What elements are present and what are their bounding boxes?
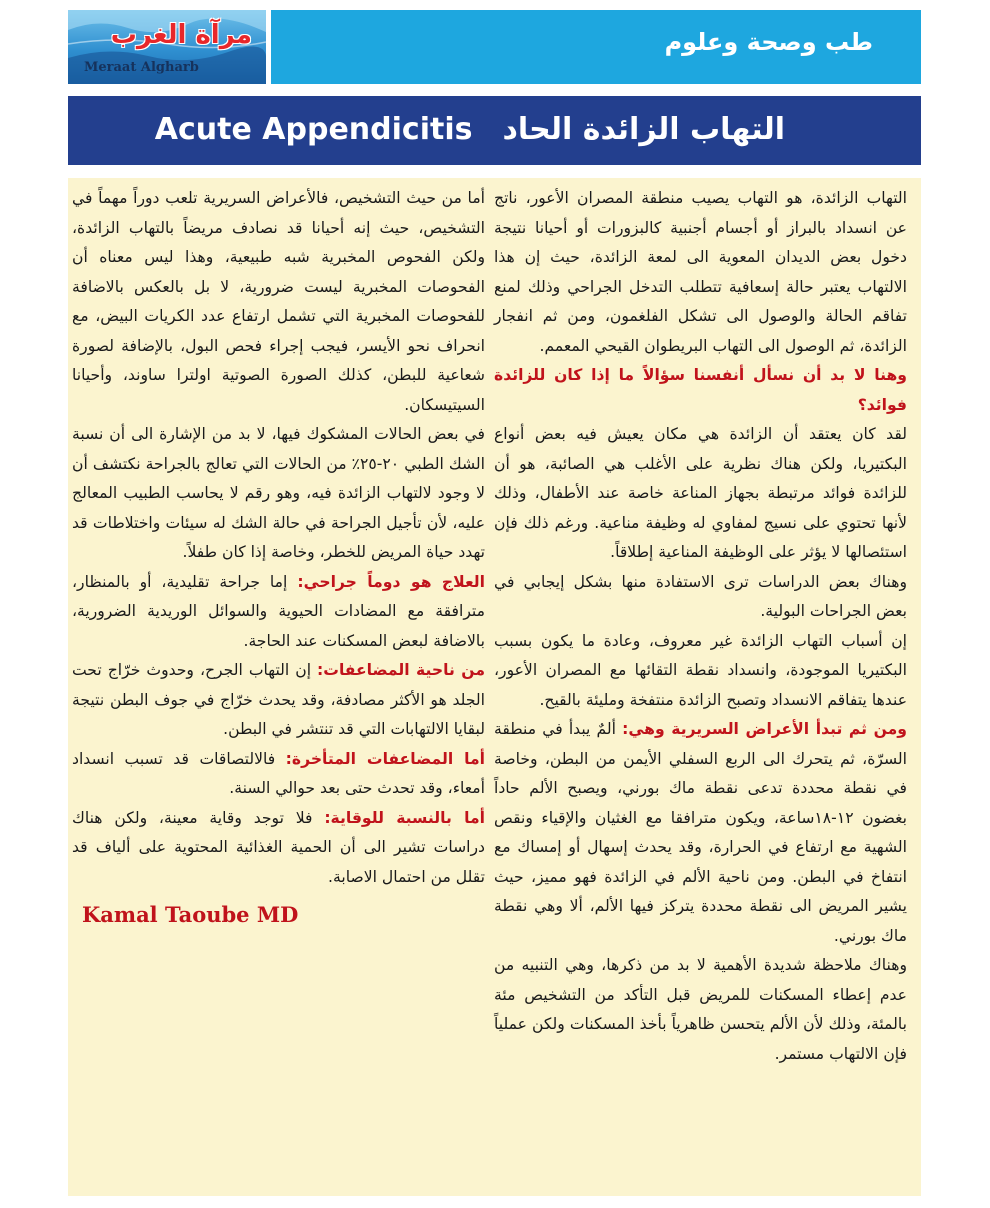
logo-latin-text: Meraat Algharb	[84, 60, 199, 75]
late-complications-text: فالالتصاقات قد تسبب انسداد أمعاء، وقد تحدث حتى بعد حوالي السنة.	[72, 749, 485, 797]
author-signature: Kamal Taoube MD	[82, 902, 299, 927]
late-complications-heading: أما المضاعفات المتأخرة:	[285, 749, 485, 768]
column-left	[72, 184, 485, 930]
complications-heading: من ناحية المضاعفات:	[317, 661, 485, 679]
complications-text: إن التهاب الجرح، وحدوث خرّاج تحت الجلد هو الأكثر مصادفة، وقد يحدث خرّاج في جوف البطن نتيجة لبقايا الالتهابات التي قد تنتشر في البطن.	[72, 661, 485, 738]
page	[68, 10, 921, 1196]
column-right	[494, 184, 907, 1069]
paragraph-intro: التهاب الزائدة، هو التهاب يصيب منطقة المصران الأعور، ناتج عن انسداد بالبراز أو أجسام أجنبية كالبزورات أو أحيانا نتيجة دخول بعض الديدان المعوية الى لمعة الزائدة، حيث إن هذا الالتهاب يعتبر حالة إسعافية تتطلب التدخل الجراحي وذلك لمنع تفاقم الحالة والوصول الى تشكل الفلغمون، ومن ثم انفجار الزائدة، ثم الوصول الى التهاب البريطوان القيحي المعمم.	[494, 189, 907, 355]
logo	[68, 10, 266, 84]
paragraph-prevention	[72, 804, 485, 893]
title-arabic: التهاب الزائدة الحاد	[502, 112, 785, 147]
title-english: Acute Appendicitis	[154, 112, 473, 147]
paragraph-diagnosis: أما من حيث التشخيص، فالأعراض السريرية تلعب دوراً مهماً في التشخيص، حيث إنه أحيانا قد نصادف مريضاً بالتهاب الزائدة، ولكن الفحوص المخبرية شبه طبيعية، وهذا ليس معناه أن الفحوصات المخبرية ليست ضرورية، لا بل بالعكس بالاضافة للفحوصات المخبرية التي تشمل ارتفاع عدد الكريات البيض، مع انحراف نحو الأيسر، فيجب إجراء فحص البول، بالإضافة لصورة شعاعية للبطن، كذلك الصورة الصوتية اولترا ساوند، وأحيانا السيتيسكان.	[72, 189, 485, 414]
article-body	[68, 178, 921, 1196]
treatment-text: إما جراحة تقليدية، أو بالمنظار، مترافقة مع المضادات الحيوية والسوائل الوريدية الضرورية، بالاضافة لبعض المسكنات عند الحاجة.	[72, 572, 485, 650]
paragraph-symptoms	[494, 715, 907, 951]
treatment-heading: العلاج هو دوماً جراحي:	[297, 572, 486, 591]
symptoms-text: ألمٌ يبدأ في منطقة السرّة، ثم يتحرك الى الربع السفلي الأيمن من البطن، وخاصة في نقطة محددة تدعى نقطة ماك بورني، ويصبح الألم حاداً بغضون ١٢-١٨ساعة، ويكون مترافقا مع الغثيان والإقياء ونقص الشهية مع ارتفاع في الحرارة، وقد يحدث إسهال أو إمساك مع انتفاخ في البطن. ومن ناحية الألم في الزائدة فهو مميز، حيث يشير المريض الى نقطة محددة يتركز فيها الألم، ألا وهي نقطة ماك بورني.	[494, 720, 907, 945]
paragraph-causes: إن أسباب التهاب الزائدة غير معروف، وعادة ما يكون بسبب البكتيريا الموجودة، وانسداد نقطة التقائها مع المصران الأعور، عندها يتفاقم الانسداد وتصبح الزائدة منتفخة ومليئة بالقيح.	[494, 631, 907, 709]
paragraph-studies: وهناك بعض الدراسات ترى الاستفادة منها بشكل إيجابي في بعض الجراحات البولية.	[494, 572, 907, 620]
symptoms-heading: ومن ثم تبدأ الأعراض السريرية وهي:	[622, 720, 907, 738]
paragraph-complications	[72, 656, 485, 745]
prevention-heading: أما بالنسبة للوقاية:	[324, 808, 485, 827]
paragraph-benefits: لقد كان يعتقد أن الزائدة هي مكان يعيش فيه بعض أنواع البكتيريا، ولكن هناك نظرية على الأغلب هي الصائبة، هو أن للزائدة فوائد مرتبطة بجهاز المناعة خاصة عند الأطفال، وذلك لأنها تحتوي على نسيج لمفاوي له وظيفة مناعية. ورغم ذلك فإن استئصالها لا يؤثر على الوظيفة المناعية إطلاقاً.	[494, 425, 907, 561]
title-bar	[68, 96, 921, 165]
top-banner	[68, 10, 921, 84]
section-bar	[271, 10, 921, 84]
question-benefits: وهنا لا بد أن نسأل أنفسنا سؤالاً ما إذا كان للزائدة فوائد؟	[494, 366, 907, 414]
logo-arabic-text: مرآة الغرب	[110, 20, 252, 50]
paragraph-late-complications	[72, 745, 485, 804]
paragraph-treatment	[72, 568, 485, 657]
paragraph-warning: وهناك ملاحظة شديدة الأهمية لا بد من ذكرها، وهي التنبيه من عدم إعطاء المسكنات للمريض قبل التأكد من التشخيص مئة بالمئة، وذلك لأن الألم يتحسن ظاهرياً بأخذ المسكنات ولكن عملياً فإن الالتهاب مستمر.	[494, 956, 907, 1063]
article-title	[155, 112, 785, 147]
paragraph-doubt: في بعض الحالات المشكوك فيها، لا بد من الإشارة الى أن نسبة الشك الطبي ٢٠-٢٥٪ من الحالات التي تعالج بالجراحة نكتشف أن لا وجود لالتهاب الزائدة فيه، وهو رقم لا يحاسب الطبيب المعالج عليه، لأن تأجيل الجراحة في حالة الشك له سيئات واختلاطات قد تهدد حياة المريض للخطر، وخاصة إذا كان طفلاً.	[72, 425, 485, 561]
section-title: طب وصحة وعلوم	[664, 28, 873, 56]
prevention-text: فلا توجد وقاية معينة، ولكن هناك دراسات تشير الى أن الحمية الغذائية المحتوية على ألياف قد تقلل من احتمال الاصابة.	[72, 808, 485, 886]
